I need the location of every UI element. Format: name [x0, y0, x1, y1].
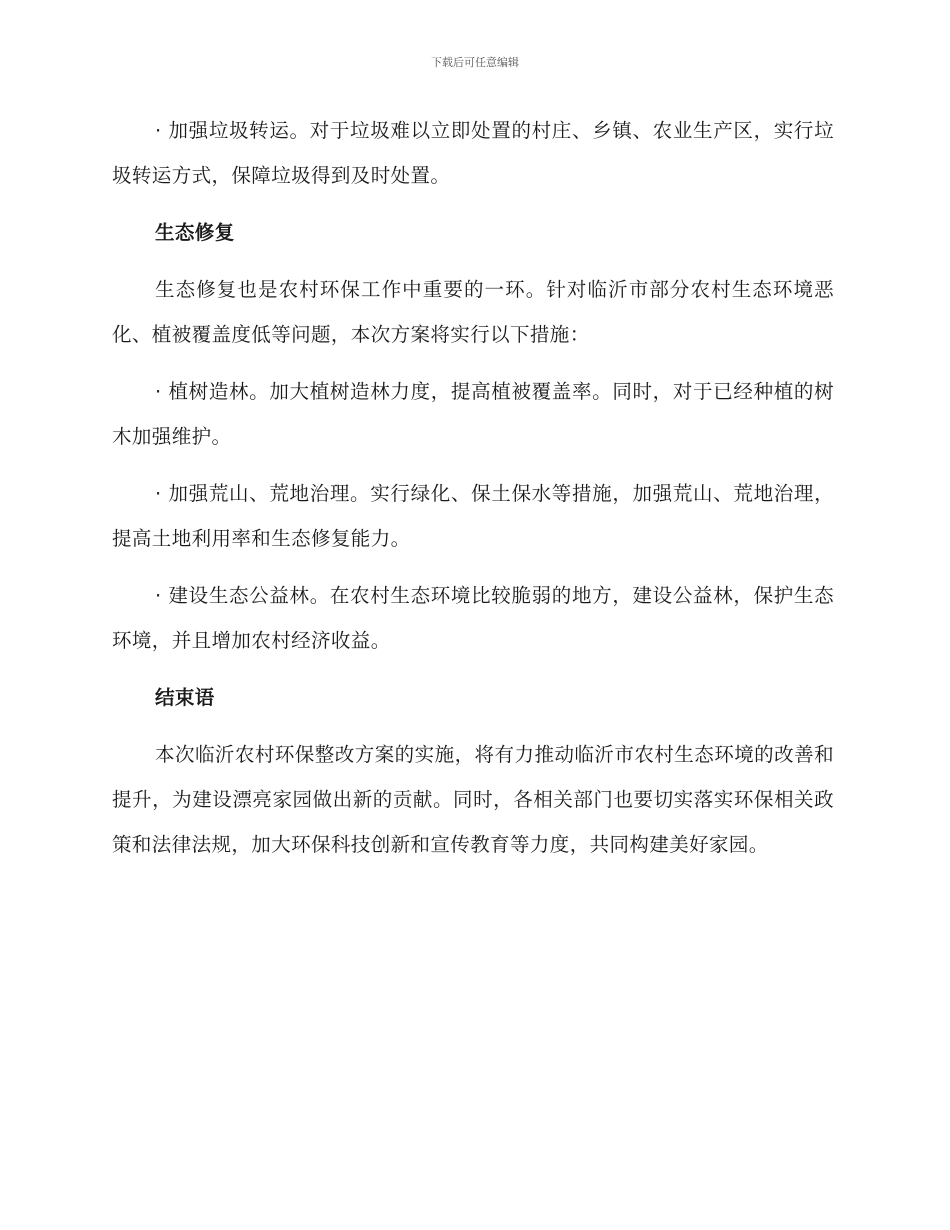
header-note: 下载后可任意编辑	[431, 56, 519, 69]
paragraph-ecological-intro: 生态修复也是农村环保工作中重要的一环。针对临沂市部分农村生态环境恶化、植被覆盖度低等问题，本次方案将实行以下措施：	[112, 278, 834, 346]
paragraph-conclusion: 本次临沂农村环保整改方案的实施，将有力推动临沂市农村生态环境的改善和提升，为建设漂亮家园做出新的贡献。同时，各相关部门也要切实落实环保相关政策和法律法规，加大环保科技创新和宣传教育等力度，共同构建美好家园。	[112, 743, 834, 856]
paragraph-barren-land: · 加强荒山、荒地治理。实行绿化、保土保水等措施，加强荒山、荒地治理，提高土地利用率和生态修复能力。	[112, 482, 834, 550]
section-heading-ecological-restoration: 生态修复	[155, 221, 235, 244]
document-body	[112, 108, 834, 879]
paragraph-garbage-transfer: · 加强垃圾转运。对于垃圾难以立即处置的村庄、乡镇、农业生产区，实行垃圾转运方式，保障垃圾得到及时处置。	[112, 119, 834, 187]
paragraph-afforestation: · 植树造林。加大植树造林力度，提高植被覆盖率。同时，对于已经种植的树木加强维护。	[112, 380, 834, 448]
paragraph-public-forest: · 建设生态公益林。在农村生态环境比较脆弱的地方，建设公益林，保护生态环境，并且增加农村经济收益。	[112, 584, 834, 652]
section-heading-conclusion: 结束语	[155, 686, 215, 709]
